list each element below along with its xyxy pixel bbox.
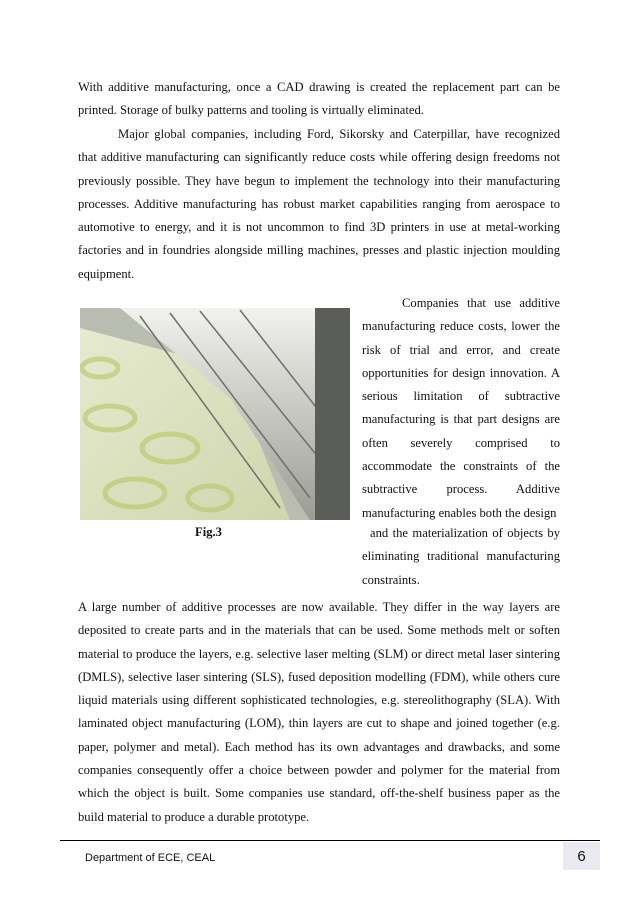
paragraph-companies: Major global companies, including Ford, Sikorsky and Caterpillar, have recognized that additive manufacturing can significantly reduce costs while offering design freedoms not previously possible. They have begun to implement the technology into their manufacturing processes. Additive manufacturing has robust market capabilities ranging from aerospace to automotive to energy, and it is not uncommon to find 3D printers in use at metal-working factories and in foundries alongside milling machines, presses and plastic injection moulding equipment. [78, 127, 560, 281]
figure-printer-image [80, 308, 350, 520]
footer-divider [60, 840, 600, 841]
side-text-top: Companies that use additive manufacturing reduce costs, lower the risk of trial and error, and create opportunities for design innovation. A serious limitation of subtractive manufacturing is that part designs are often severely comprised to accommodate the constraints of the subtractive process. Additive manufacturing enables both the design [362, 296, 560, 520]
printer-photo-icon [80, 308, 350, 520]
side-text-bottom: and the materialization of objects by eliminating traditional manufacturing constraints. [362, 526, 560, 587]
paragraph-intro: With additive manufacturing, once a CAD drawing is created the replacement part can be printed. Storage of bulky patterns and tooling is virtually eliminated. [78, 80, 560, 118]
figure-caption: Fig.3 [195, 525, 222, 539]
footer-department: Department of ECE, CEAL [85, 852, 216, 864]
paragraph-processes: A large number of additive processes are now available. They differ in the way layers are deposited to create parts and in the materials that can be used. Some methods melt or soften material to produce the layers, e.g. selective laser melting (SLM) or direct metal laser sintering (DMLS), selective laser sintering (SLS), fused deposition modelling (FDM), while others cure liquid materials using different sophisticated technologies, e.g. stereolithography (SLA). With laminated object manufacturing (LOM), thin layers are cut to shape and joined together (e.g. paper, polymer and metal). Each method has its own advantages and drawbacks, and some companies consequently offer a choice between powder and polymer for the material from which the object is built. Some companies use standard, off-the-shelf business paper as the build material to produce a durable prototype. [78, 600, 560, 824]
page-number: 6 [563, 842, 600, 870]
